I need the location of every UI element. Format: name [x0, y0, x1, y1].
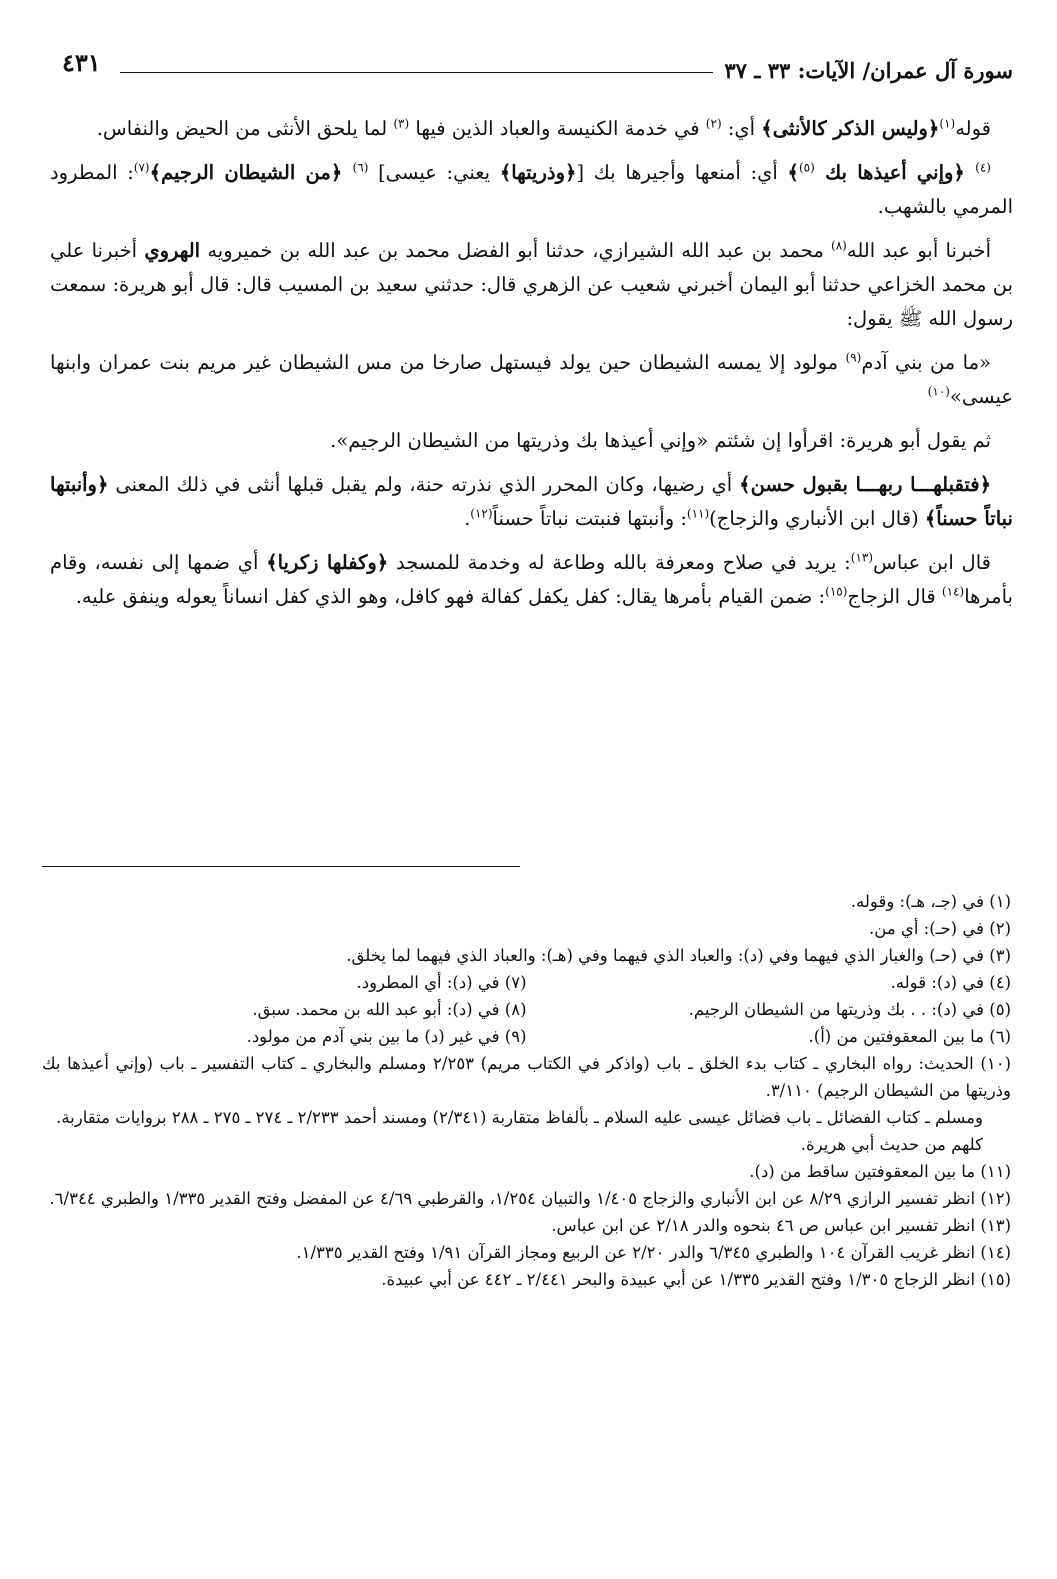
- text: في خدمة الكنيسة والعباد الذين فيها: [409, 117, 706, 140]
- paragraph-1: [50, 112, 1013, 146]
- footnotes: [42, 888, 1011, 1293]
- footnote-ref: (١٢): [470, 506, 493, 521]
- page-header: [62, 48, 1013, 96]
- footnote-15: (١٥) انظر الزجاج ١/٣٠٥ وفتح القدير ١/٣٣٥ عن أبي عبيدة والبحر ٢/٤٤١ ـ ٤٤٢ عن أبي عبيدة.: [381, 1270, 1011, 1289]
- footnote-11: (١١) ما بين المعقوفتين ساقط من (د).: [749, 1162, 1011, 1181]
- quran-quote: ﴿وأنبتها نباتاً حسناً﴾: [50, 473, 1013, 530]
- text: : ضمن القيام بأمرها يقال: كفل يكفل كفالة فهو كافل، وهو الذي كفل انساناً يعوله وينفق عليه.: [75, 585, 826, 608]
- text: .: [464, 507, 471, 530]
- text: (قال ابن الأنباري والزجاج): [709, 507, 925, 530]
- paragraph-5: [50, 424, 1013, 458]
- text: محمد بن عبد الله الشيرازي، حدثنا أبو الفضل محمد بن عبد الله بن خميرويه: [200, 239, 832, 262]
- paragraph-3: [50, 234, 1013, 336]
- paragraph-6: [50, 468, 1013, 536]
- footnote-separator: [42, 866, 520, 867]
- footnote-8: (٨) في (د): أبو عبد الله بن محمد. سبق.: [252, 1000, 527, 1019]
- text: قال ابن عباس: [873, 551, 991, 574]
- text: : المطرود المرمي بالشهب.: [50, 161, 1013, 218]
- quran-quote: ﴿وليس الذكر كالأنثى﴾: [761, 117, 940, 140]
- paragraph-2: [50, 156, 1013, 224]
- quran-quote: ﴿وذريتها﴾: [499, 161, 577, 184]
- footnote-row: [42, 996, 1011, 1023]
- footnote-6: (٦) ما بين المعقوفتين من (أ).: [808, 1027, 1011, 1046]
- text: لما يلحق الأنثى من الحيض والنفاس.: [96, 117, 394, 140]
- footnote-ref: (١٣): [850, 550, 874, 565]
- text: أي رضيها، وكان المحرر الذي نذرته حنة، ولم يقبل قبلها أنثى في ذلك المعنى: [108, 473, 740, 496]
- footnote-ref: (١): [939, 116, 956, 131]
- text: قوله: [955, 117, 991, 140]
- text: قال الزجاج: [847, 585, 942, 608]
- footnote-ref: (٤): [975, 160, 991, 175]
- text: : يريد في صلاح ومعرفة بالله وطاعة له وخدمة للمسجد: [388, 551, 851, 574]
- footnote-9: (٩) في غير (د) ما بين بني آدم من مولود.: [246, 1027, 527, 1046]
- footnote-ref: (١١): [686, 506, 710, 521]
- footnote-ref: (٧): [133, 160, 150, 175]
- footnote-ref: (٨): [831, 238, 847, 253]
- footnote-row: [42, 1023, 1011, 1050]
- footnote-ref: (١٥): [825, 584, 848, 599]
- paragraph-7: [50, 546, 1013, 614]
- footnote-5: (٥) في (د): . . بك وذريتها من الشيطان الرجيم.: [688, 1000, 1011, 1019]
- footnote-3: (٣) في (حـ) والغبار الذي فيهما وفي (د): والعباد الذي فيهما وفي (هـ): والعباد الذي فيهما لما يخلق.: [346, 946, 1011, 965]
- footnote-row: [42, 969, 1011, 996]
- text: يعني: عيسى]: [368, 161, 500, 184]
- quran-quote: ﴾: [787, 161, 799, 184]
- footnote-ref: (٣): [393, 116, 410, 131]
- text: أي ضمها إلى نفسه، وقام بأمرها: [50, 551, 1013, 608]
- text: : وأنبتها فنبتت نباتاً حسناً: [492, 507, 687, 530]
- footnote-14: (١٤) انظر غريب القرآن ١٠٤ والطبري ٦/٣٤٥ والدر ٢/٢٠ عن الربيع ومجاز القرآن ١/٩١ وفتح القدير ١/٣٣٥.: [296, 1243, 1011, 1262]
- footnote-ref: (٢): [705, 116, 722, 131]
- footnote-ref: (٦): [352, 160, 369, 175]
- text: مولود إلا يمسه الشيطان حين يولد فيستهل صارخا من مس الشيطان غير مريم بنت عمران وابنها عيسى»: [50, 351, 1013, 408]
- text: أخبرنا أبو عبد الله: [846, 239, 991, 262]
- quran-quote: ﴿وكفلها زكريا﴾: [266, 551, 389, 574]
- footnote-ref: (١٤): [941, 584, 965, 599]
- running-title: سورة آل عمران/ الآيات: ٣٣ ـ ٣٧: [724, 58, 1013, 83]
- main-text: [50, 112, 1013, 624]
- footnote-10-continued: ومسلم ـ كتاب الفضائل ـ باب فضائل عيسى عليه السلام ـ بألفاظ متقاربة (٢/٣٤١) ومسند أحمد ٢/٢٣٣ ـ ٢٧٤ ـ ٢٧٥ ـ ٢٨٨ بروايات متقاربة.: [56, 1108, 983, 1127]
- footnote-ref: (٩): [845, 350, 862, 365]
- text: ثم يقول أبو هريرة: اقرأوا إن شئتم «وإني أعيذها بك وذريتها من الشيطان الرجيم».: [330, 429, 991, 452]
- text: أي:: [721, 117, 762, 140]
- footnote-2: (٢) في (حـ): أي من.: [869, 919, 1011, 938]
- text: أخبرنا علي بن محمد الخزاعي حدثنا أبو اليمان أخبرني شعيب عن الزهري قال: حدثني سعيد بن المسيب قال: قال أبو هريرة: سمعت رسول الله ﷺ يقول:: [50, 239, 1013, 330]
- header-rule: [120, 72, 713, 73]
- footnote-7: (٧) في (د): أي المطرود.: [356, 973, 527, 992]
- text: «ما من بني آدم: [861, 351, 991, 374]
- quran-quote: ﴿وإني أعيذها بك: [814, 161, 976, 184]
- footnote-1: (١) في (جـ، هـ): وقوله.: [850, 892, 1011, 911]
- footnote-12: (١٢) انظر تفسير الرازي ٨/٢٩ عن ابن الأنباري والزجاج ١/٤٠٥ والتبيان ١/٢٥٤، والقرطبي ٤/٦٩ عن المفضل وفتح القدير ١/٣٣٥ والطبري ٦/٣٤٤.: [49, 1189, 1011, 1208]
- paragraph-4: [50, 346, 1013, 414]
- text: الهروي: [144, 239, 201, 262]
- footnote-10: (١٠) الحديث: رواه البخاري ـ كتاب بدء الخلق ـ باب (واذكر في الكتاب مريم) ٢/٢٥٣ ومسلم والبخاري ـ كتاب التفسير ـ باب (وإني أعيذها بك وذريتها من الشيطان الرجيم) ٣/١١٠.: [42, 1054, 1012, 1100]
- quran-quote: ﴿فتقبلهـــا ربهـــا بقبول حسن﴾: [739, 473, 991, 496]
- footnote-10-note: كلهم من حديث أبي هريرة.: [800, 1135, 983, 1154]
- footnote-ref: (١٠): [927, 384, 950, 399]
- footnote-ref: (٥): [798, 160, 815, 175]
- footnote-4: (٤) في (د): قوله.: [890, 973, 1011, 992]
- quran-quote: ﴿من الشيطان الرجيم﴾: [149, 161, 353, 184]
- footnote-13: (١٣) انظر تفسير ابن عباس ص ٤٦ بنحوه والدر ٢/١٨ عن ابن عباس.: [551, 1216, 1011, 1235]
- text: أي: أمنعها وأجيرها بك [: [576, 161, 788, 184]
- page-number: ٤٣١: [62, 48, 101, 77]
